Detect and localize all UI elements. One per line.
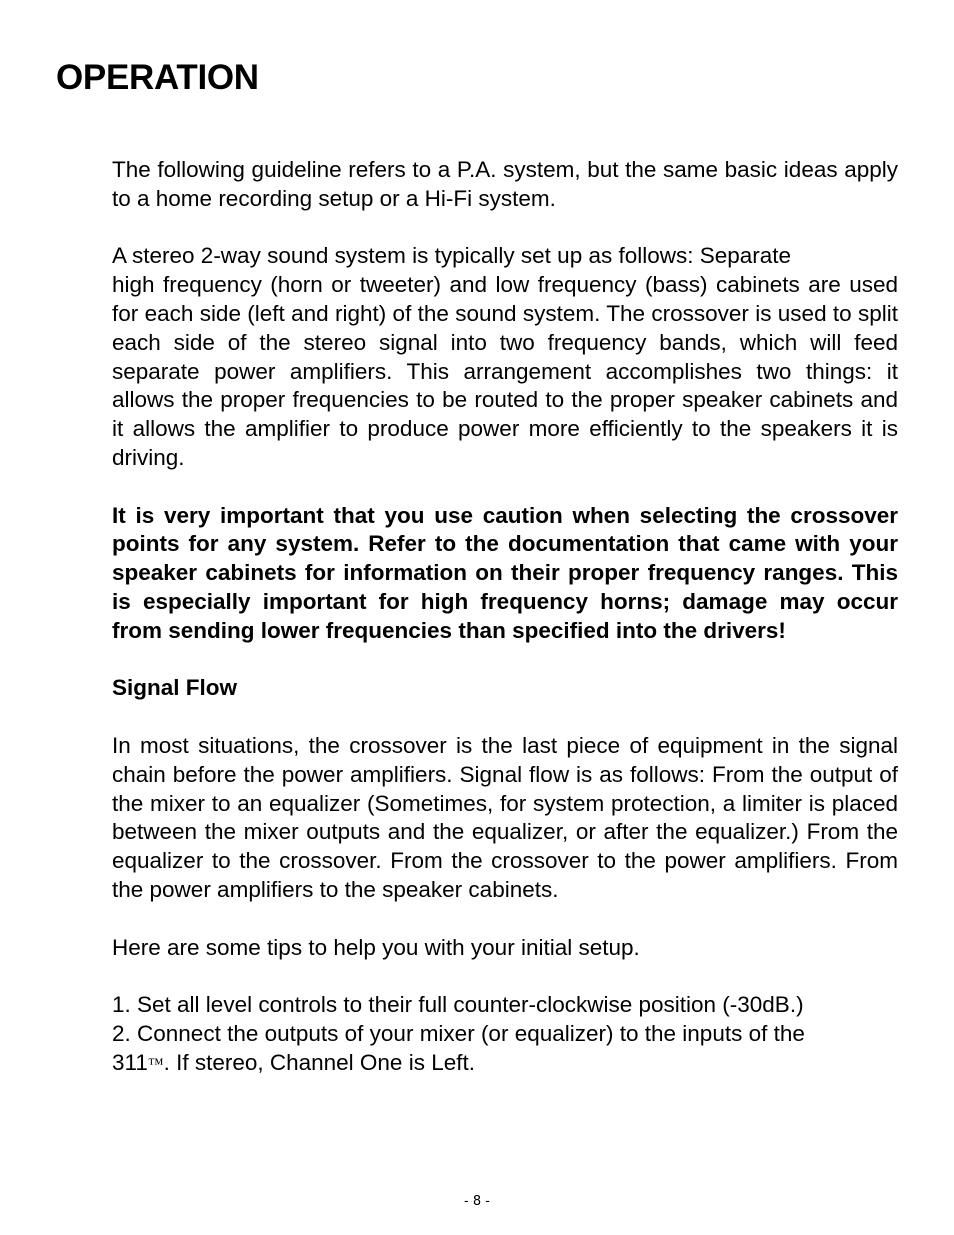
setup-step-2 [112,1020,898,1080]
stereo-setup-paragraph [112,242,898,472]
trademark-symbol: ™ [147,1055,164,1073]
caution-warning-paragraph: It is very important that you use caution when selecting the crossover points for any system. Refer to the documentation that came with your speaker cabinets for information on their proper frequency ranges. This is especially important for high frequency horns; damage may occur from sending lower frequencies than specified into the drivers! [112,502,898,643]
signal-flow-heading: Signal Flow [112,675,238,701]
tips-intro-paragraph: Here are some tips to help you with your initial setup. [112,934,640,960]
stereo-setup-first-line: A stereo 2-way sound system is typically set up as follows: Separate [112,243,792,269]
page-title: OPERATION [56,58,259,97]
setup-steps-list [112,991,898,1079]
signal-flow-paragraph: In most situations, the crossover is the last piece of equipment in the signal chain before the power amplifiers. Signal flow is as follows: From the output of the mixer to an equalizer (Sometimes, for system protection, a limiter is placed between the mixer outputs and the equalizer, or after the equalizer.) From the equalizer to the crossover. From the crossover to the power amplifiers. From the power amplifiers to the speaker cabinets. [112,732,898,902]
setup-step-2-line1: 2. Connect the outputs of your mixer (or equalizer) to the inputs of the [112,1020,805,1046]
intro-paragraph: The following guideline refers to a P.A. system, but the same basic ideas apply to a home recording setup or a Hi-Fi system. [112,157,898,211]
stereo-setup-rest: high frequency (horn or tweeter) and low frequency (bass) cabinets are used for each side (left and right) of the sound system. The crossover is used to split each side of the stereo signal into two frequency bands, which will feed separate power amplifiers. This arrangement accomplishes two things: it allows the proper frequencies to be routed to the proper speaker cabinets and it allows the amplifier to produce power more efficiently to the speakers it is driving. [112,272,898,470]
page-body [112,156,898,1080]
setup-step-2-line2: . If stereo, Channel One is Left. [163,1049,475,1075]
page-number: - 8 - [464,1194,490,1209]
model-number: 311 [112,1049,148,1075]
setup-step-1: 1. Set all level controls to their full counter-clockwise position (-30dB.) [112,992,804,1018]
